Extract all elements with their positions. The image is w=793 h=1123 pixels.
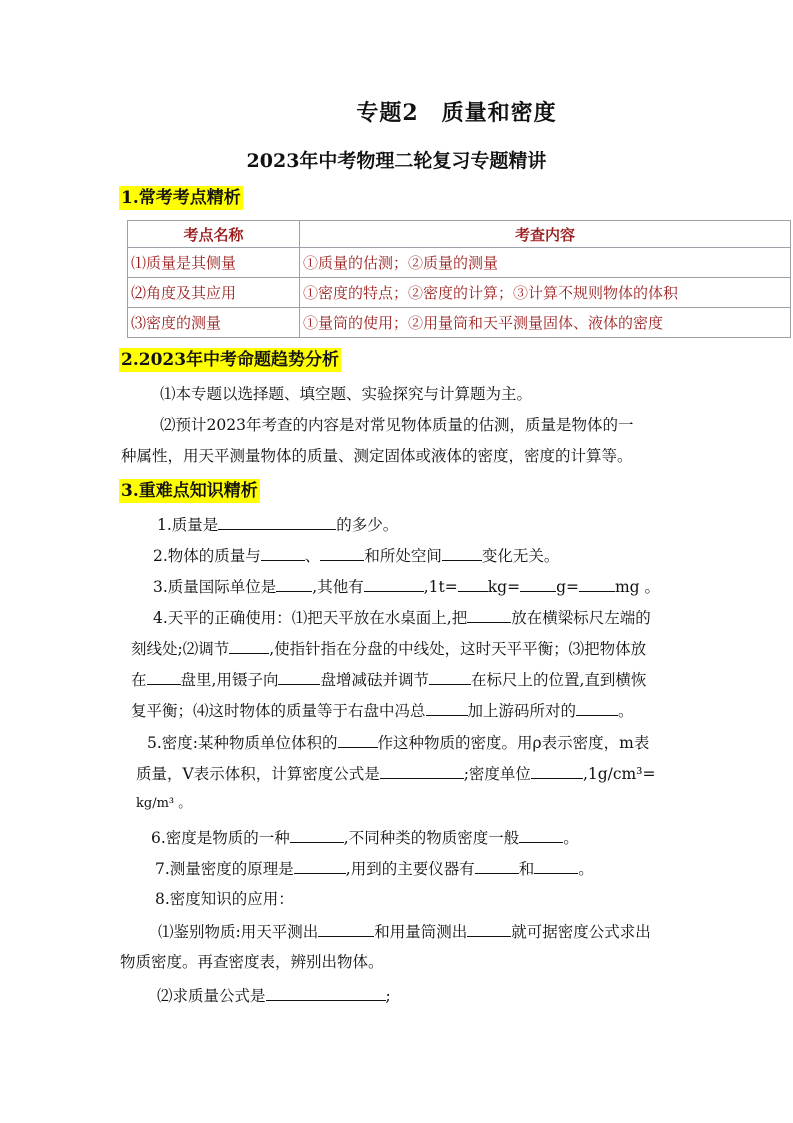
table-cell: ⑶密度的测量	[128, 308, 300, 338]
table-cell: ⑴质量是其侧量	[128, 248, 300, 278]
page-title: 专题2 质量和密度	[356, 100, 557, 126]
page-subtitle: 2023年中考物理二轮复习专题精讲	[246, 150, 547, 172]
section-heading-3: 3.重难点知识精析	[121, 481, 258, 501]
text: 质量，V表示体积，计算密度公式是	[136, 765, 380, 783]
knowledge-line	[158, 920, 651, 943]
fill-blank[interactable]	[576, 699, 618, 716]
text: ,1g/cm³=	[582, 765, 656, 783]
text: ⑵求质量公式是	[157, 987, 266, 1005]
table-cell: ①量筒的使用；②用量筒和天平测量固体、液体的密度	[300, 308, 791, 338]
text: 刻线处;⑵调节	[131, 640, 230, 658]
fill-blank[interactable]	[218, 513, 336, 530]
text: 的多少。	[336, 516, 399, 534]
fill-blank[interactable]	[278, 668, 320, 685]
text: ,用到的主要仪器有	[345, 860, 475, 878]
text: ;密度单位	[463, 765, 531, 783]
text: kg=	[487, 578, 521, 596]
text: 、	[304, 547, 321, 565]
knowledge-line	[155, 857, 594, 880]
table-cell: ①质量的估测；②质量的测量	[300, 248, 791, 278]
fill-blank[interactable]	[520, 575, 556, 592]
text: 加上游码所对的	[467, 702, 577, 720]
trend-paragraph: 种属性，用天平测量物体的质量、测定固体或液体的密度，密度的计算等。	[121, 447, 633, 465]
text: 2.物体的质量与	[153, 547, 261, 565]
fill-blank[interactable]	[579, 575, 615, 592]
table-header-row	[128, 221, 791, 248]
table-row	[128, 308, 791, 338]
text: 和	[518, 860, 535, 878]
fill-blank[interactable]	[266, 984, 386, 1001]
knowledge-line	[153, 575, 660, 598]
fill-blank[interactable]	[364, 575, 424, 592]
fill-blank[interactable]	[475, 857, 519, 874]
text: 放在横梁标尺左端的	[511, 609, 651, 627]
fill-blank[interactable]	[426, 699, 468, 716]
fill-blank[interactable]	[147, 668, 181, 685]
text: kg/m³ 。	[136, 796, 192, 811]
text: 盘增减砝并调节	[320, 671, 429, 689]
knowledge-line	[153, 544, 559, 567]
fill-blank[interactable]	[276, 575, 312, 592]
fill-blank[interactable]	[318, 920, 374, 937]
text: 6.密度是物质的一种	[151, 829, 290, 847]
text: 1.质量是	[157, 516, 219, 534]
text: 就可据密度公式求出	[511, 923, 651, 941]
text: ,使指针指在分盘的中线处，这时天平平衡；⑶把物体放	[269, 640, 647, 658]
text: ;	[385, 987, 391, 1005]
text: 5.密度:某种物质单位体积的	[147, 734, 338, 752]
knowledge-line	[157, 513, 398, 536]
fill-blank[interactable]	[294, 857, 346, 874]
text: 7.测量密度的原理是	[155, 860, 294, 878]
table-cell: ⑵角度及其应用	[128, 278, 300, 308]
table-row	[128, 248, 791, 278]
section-heading-1: 1.常考考点精析	[121, 188, 241, 208]
knowledge-line	[153, 606, 651, 629]
text: 和用量筒测出	[374, 923, 468, 941]
exam-points-table	[127, 220, 791, 338]
fill-blank[interactable]	[467, 920, 511, 937]
knowledge-line	[147, 731, 649, 754]
knowledge-line	[136, 762, 655, 785]
table-header-cell: 考查内容	[300, 221, 791, 248]
fill-blank[interactable]	[290, 826, 344, 843]
text: ,1t=	[423, 578, 458, 596]
knowledge-line	[157, 984, 391, 1007]
table-cell: ①密度的特点；②密度的计算；③计算不规则物体的体积	[300, 278, 791, 308]
fill-blank[interactable]	[519, 826, 563, 843]
fill-blank[interactable]	[442, 544, 482, 561]
fill-blank[interactable]	[458, 575, 488, 592]
knowledge-line	[131, 668, 646, 691]
section-heading-2: 2.2023年中考命题趋势分析	[121, 350, 340, 370]
fill-blank[interactable]	[380, 762, 464, 779]
text: ,其他有	[312, 578, 364, 596]
text: 和所处空间	[364, 547, 442, 565]
fill-blank[interactable]	[467, 606, 511, 623]
text: mg 。	[614, 578, 661, 596]
text: 作这种物质的密度。用ρ表示密度，m表	[377, 734, 650, 752]
knowledge-line	[136, 793, 191, 815]
fill-blank[interactable]	[534, 857, 578, 874]
trend-paragraph: ⑵预计2023年考查的内容是对常见物体质量的估测，质量是物体的一	[160, 416, 634, 434]
text: 3.质量国际单位是	[153, 578, 277, 596]
text: 变化无关。	[481, 547, 560, 565]
fill-blank[interactable]	[531, 762, 583, 779]
text: ⑴鉴别物质:用天平测出	[158, 923, 319, 941]
text: ,不同种类的物质密度一般	[343, 829, 520, 847]
text: 在	[131, 671, 147, 689]
text: 。	[563, 829, 579, 847]
fill-blank[interactable]	[338, 731, 378, 748]
fill-blank[interactable]	[261, 544, 305, 561]
text: 4.天平的正确使用：⑴把天平放在水桌面上,把	[153, 609, 468, 627]
knowledge-line	[151, 826, 579, 849]
table-header-cell: 考点名称	[128, 221, 300, 248]
fill-blank[interactable]	[320, 544, 364, 561]
text: 。	[578, 860, 594, 878]
text: g=	[556, 578, 579, 596]
text: 在标尺上的位置,直到横恢	[470, 671, 647, 689]
trend-paragraph: ⑴本专题以选择题、填空题、实验探究与计算题为主。	[160, 385, 533, 403]
text: 。	[618, 702, 634, 720]
knowledge-line	[131, 637, 646, 660]
text: 复平衡；⑷这时物体的质量等于右盘中冯总	[131, 702, 426, 720]
fill-blank[interactable]	[229, 637, 269, 654]
knowledge-line: 物质密度。再查密度表，辨别出物体。	[120, 953, 384, 971]
fill-blank[interactable]	[429, 668, 471, 685]
knowledge-line: 8.密度知识的应用：	[155, 890, 294, 908]
table-row	[128, 278, 791, 308]
knowledge-line	[131, 699, 634, 722]
text: 盘里,用镊子向	[180, 671, 279, 689]
